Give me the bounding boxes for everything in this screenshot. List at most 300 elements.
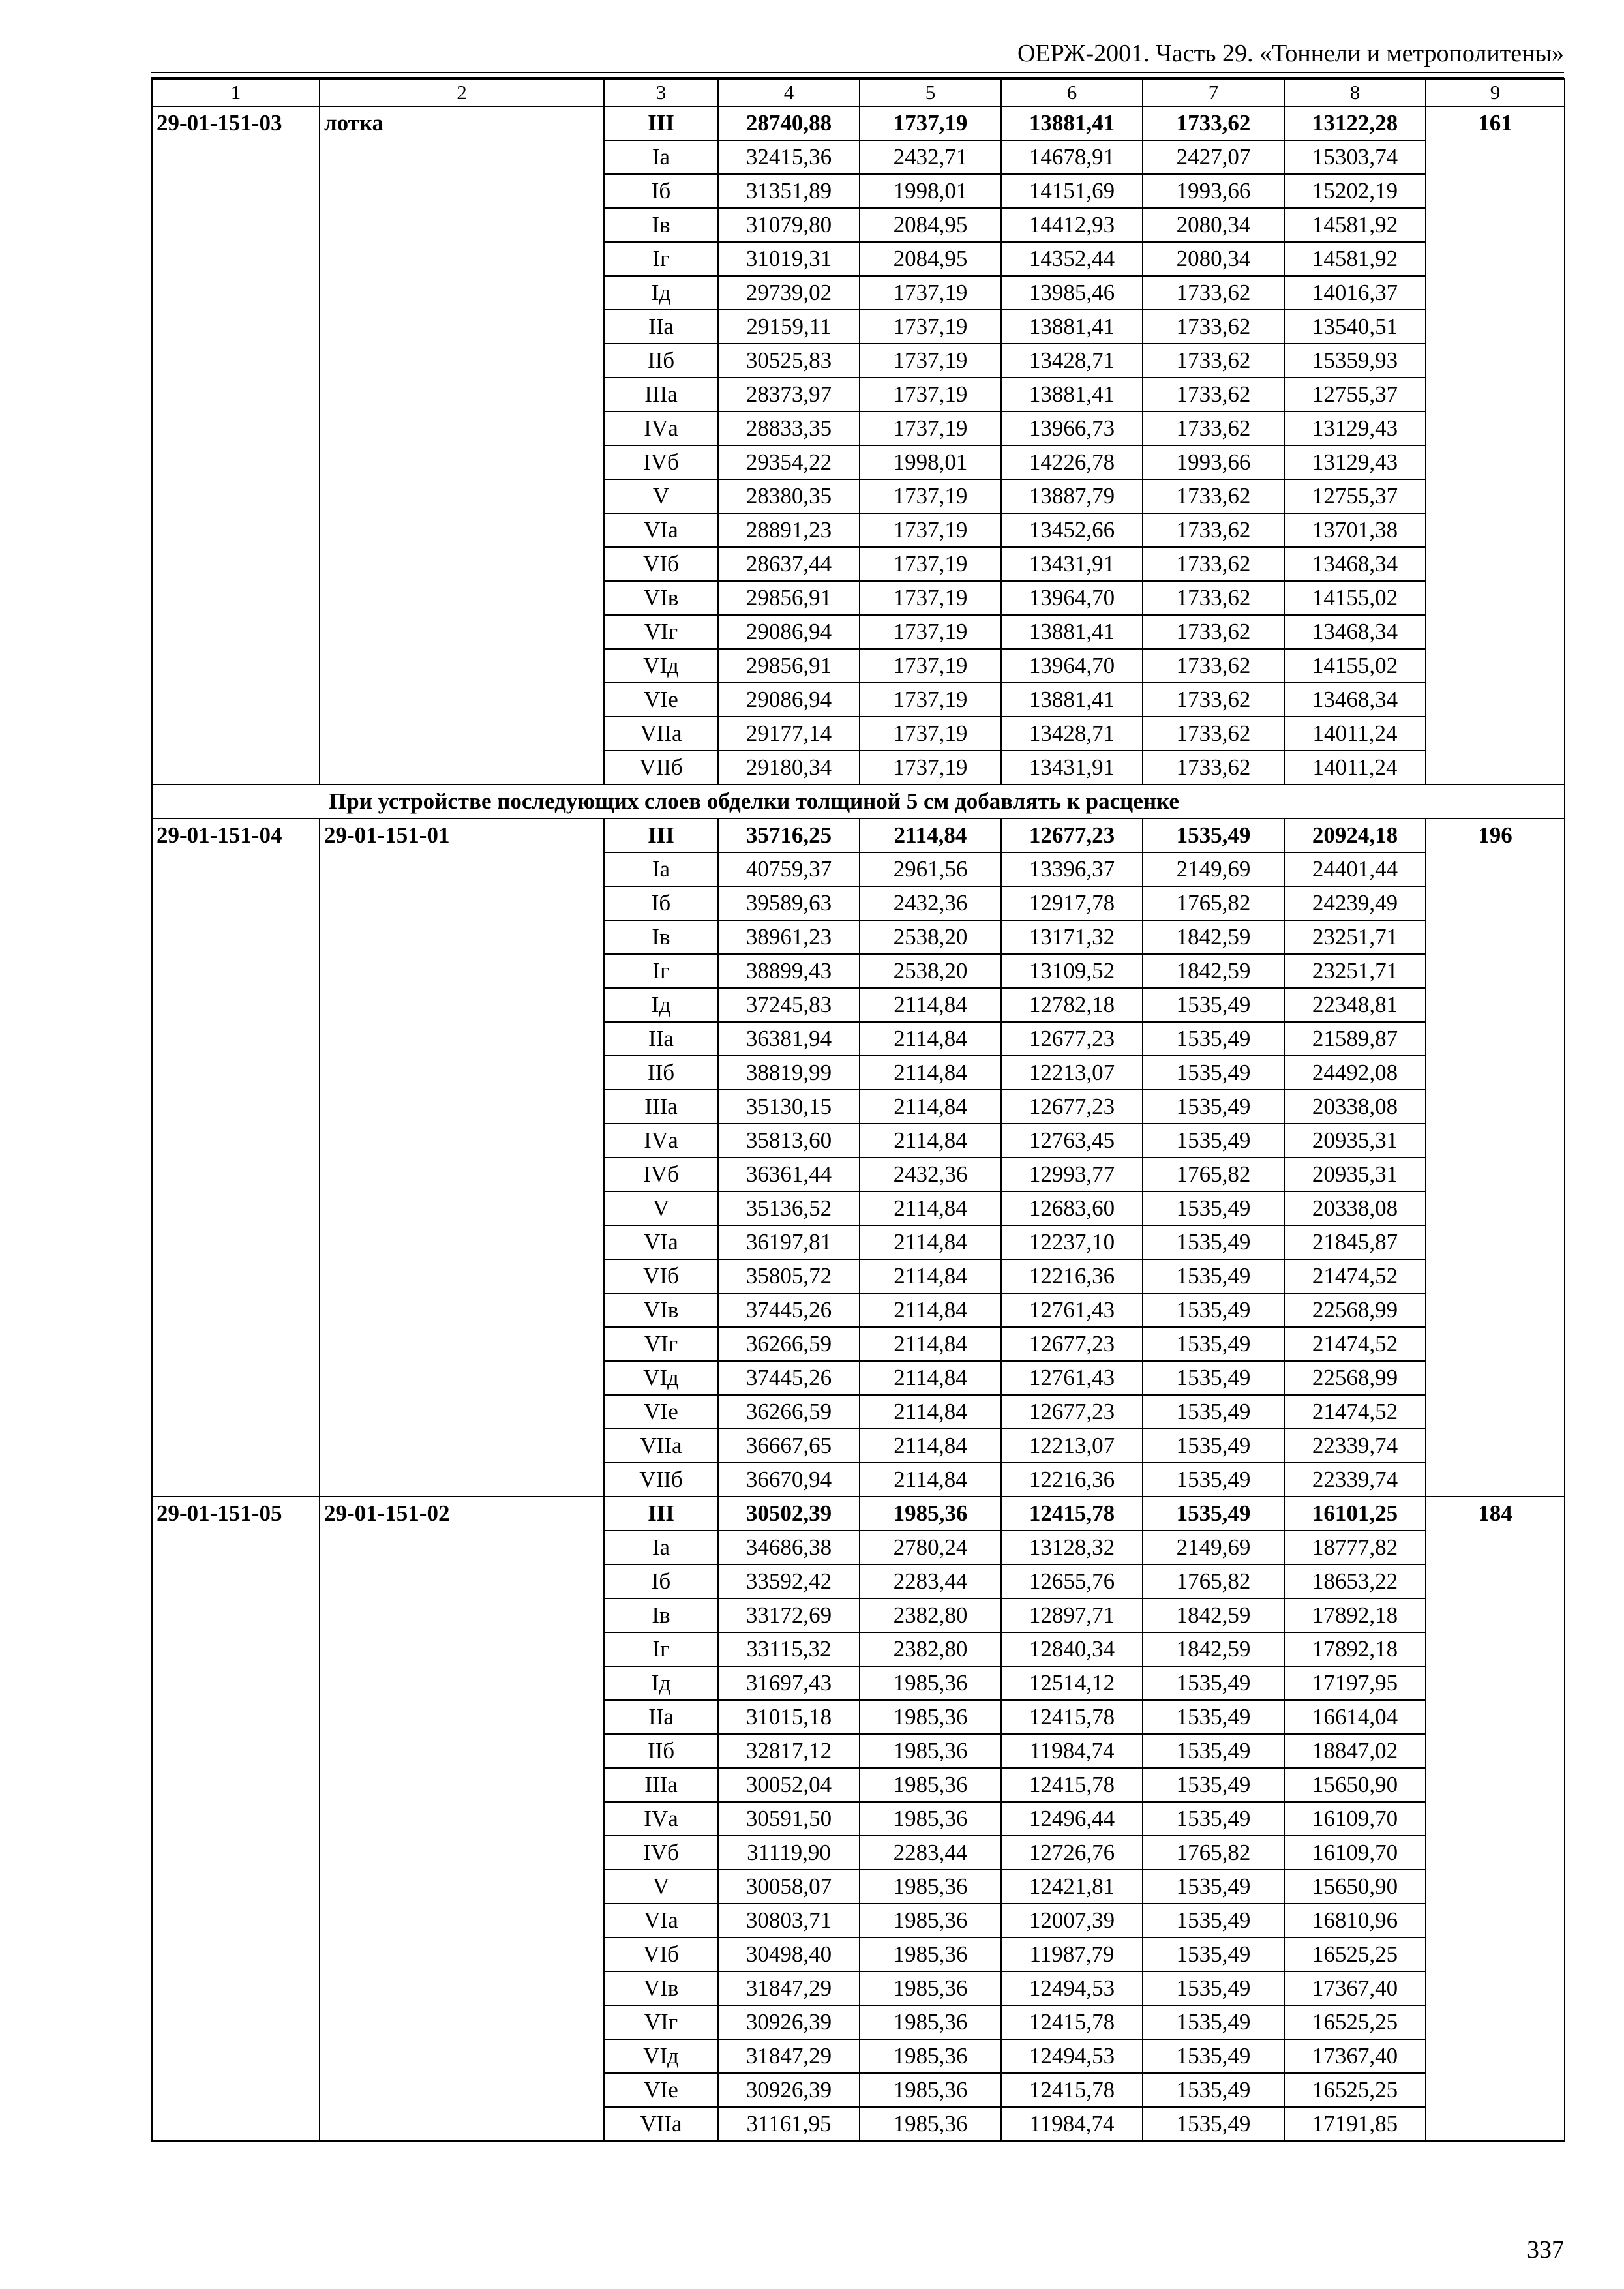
value-cell: 31079,80 [718,208,860,242]
labor-cost-cell: 196 [1426,818,1565,1497]
value-cell: 12496,44 [1001,1802,1143,1836]
value-cell: 32415,36 [718,140,860,174]
value-cell: 35813,60 [718,1124,860,1158]
region-zone-cell: VIIб [604,1463,718,1497]
region-zone-cell: VIг [604,2005,718,2039]
value-cell: 28637,44 [718,547,860,581]
region-zone-cell: VIе [604,1395,718,1429]
value-cell: 29159,11 [718,310,860,344]
region-zone-cell: IIIа [604,1768,718,1802]
region-zone-cell: VIIа [604,717,718,751]
region-zone-cell: Iв [604,920,718,954]
value-cell: 18653,22 [1284,1564,1426,1598]
value-cell: 1765,82 [1143,1836,1284,1870]
value-cell: 20935,31 [1284,1124,1426,1158]
value-cell: 2961,56 [860,852,1001,886]
rate-code: 29-01-151-03 [152,106,320,785]
value-cell: 1737,19 [860,581,1001,615]
value-cell: 2114,84 [860,1327,1001,1361]
region-zone-cell: Iа [604,1531,718,1564]
region-zone-cell: VIг [604,1327,718,1361]
column-number: 5 [860,79,1001,106]
value-cell: 12782,18 [1001,988,1143,1022]
value-cell: 1842,59 [1143,1598,1284,1632]
region-zone-cell: VIа [604,1904,718,1937]
value-cell: 1737,19 [860,717,1001,751]
region-zone-cell: VIе [604,683,718,717]
value-cell: 14151,69 [1001,174,1143,208]
value-cell: 24239,49 [1284,886,1426,920]
value-cell: 16109,70 [1284,1802,1426,1836]
value-cell: 16109,70 [1284,1836,1426,1870]
value-cell: 29180,34 [718,751,860,785]
value-cell: 31847,29 [718,2039,860,2073]
region-zone-cell: IIб [604,1056,718,1090]
value-cell: 1737,19 [860,513,1001,547]
region-zone-cell: Iг [604,1632,718,1666]
value-cell: 2114,84 [860,1022,1001,1056]
region-zone-cell: Iб [604,1564,718,1598]
region-zone-cell: VIв [604,581,718,615]
value-cell: 2382,80 [860,1598,1001,1632]
value-cell: 12761,43 [1001,1361,1143,1395]
value-cell: 1737,19 [860,547,1001,581]
value-cell: 36667,65 [718,1429,860,1463]
value-cell: 2114,84 [860,1090,1001,1124]
value-cell: 12415,78 [1001,2005,1143,2039]
value-cell: 12213,07 [1001,1056,1143,1090]
value-cell: 33172,69 [718,1598,860,1632]
value-cell: 13129,43 [1284,445,1426,479]
value-cell: 1733,62 [1143,106,1284,140]
value-cell: 35130,15 [718,1090,860,1124]
value-cell: 31015,18 [718,1700,860,1734]
region-zone-cell: IVб [604,1158,718,1191]
value-cell: 1733,62 [1143,547,1284,581]
value-cell: 1737,19 [860,615,1001,649]
value-cell: 1535,49 [1143,1802,1284,1836]
value-cell: 22348,81 [1284,988,1426,1022]
value-cell: 1535,49 [1143,1734,1284,1768]
value-cell: 12755,37 [1284,479,1426,513]
value-cell: 14412,93 [1001,208,1143,242]
region-zone-cell: IIб [604,344,718,378]
value-cell: 29856,91 [718,649,860,683]
value-cell: 12216,36 [1001,1259,1143,1293]
value-cell: 39589,63 [718,886,860,920]
value-cell: 11984,74 [1001,1734,1143,1768]
value-cell: 30926,39 [718,2005,860,2039]
page-header: ОЕРЖ-2001. Часть 29. «Тоннели и метрополитены» [1017,40,1564,67]
value-cell: 36361,44 [718,1158,860,1191]
value-cell: 1737,19 [860,276,1001,310]
value-cell: 24401,44 [1284,852,1426,886]
value-cell: 1733,62 [1143,310,1284,344]
value-cell: 16525,25 [1284,2073,1426,2107]
value-cell: 2114,84 [860,1056,1001,1090]
rate-description: 29-01-151-02 [320,1497,604,2141]
value-cell: 37445,26 [718,1361,860,1395]
region-zone-cell: VIIб [604,751,718,785]
region-zone-cell: V [604,479,718,513]
column-number: 6 [1001,79,1143,106]
value-cell: 34686,38 [718,1531,860,1564]
column-number: 1 [152,79,320,106]
value-cell: 12677,23 [1001,1395,1143,1429]
value-cell: 17367,40 [1284,2039,1426,2073]
value-cell: 1985,36 [860,1666,1001,1700]
value-cell: 36266,59 [718,1395,860,1429]
region-zone-cell: Iв [604,1598,718,1632]
value-cell: 13966,73 [1001,411,1143,445]
table-row [152,106,1565,140]
value-cell: 32817,12 [718,1734,860,1768]
value-cell: 12761,43 [1001,1293,1143,1327]
value-cell: 23251,71 [1284,920,1426,954]
value-cell: 1985,36 [860,2073,1001,2107]
region-zone-cell: VIIа [604,1429,718,1463]
value-cell: 21589,87 [1284,1022,1426,1056]
value-cell: 29086,94 [718,683,860,717]
region-zone-cell: Iг [604,242,718,276]
region-zone-cell: IVб [604,1836,718,1870]
value-cell: 13881,41 [1001,378,1143,411]
region-zone-cell: V [604,1191,718,1225]
value-cell: 1535,49 [1143,1225,1284,1259]
value-cell: 17892,18 [1284,1598,1426,1632]
value-cell: 30926,39 [718,2073,860,2107]
value-cell: 1733,62 [1143,479,1284,513]
value-cell: 1535,49 [1143,1124,1284,1158]
value-cell: 2114,84 [860,1225,1001,1259]
value-cell: 1985,36 [860,1802,1001,1836]
region-zone-cell: VIд [604,2039,718,2073]
value-cell: 28891,23 [718,513,860,547]
region-zone-cell: Iа [604,140,718,174]
value-cell: 1765,82 [1143,1158,1284,1191]
rate-description: 29-01-151-01 [320,818,604,1497]
value-cell: 16101,25 [1284,1497,1426,1531]
column-number: 4 [718,79,860,106]
value-cell: 1535,49 [1143,1056,1284,1090]
value-cell: 1535,49 [1143,988,1284,1022]
region-zone-cell: III [604,106,718,140]
value-cell: 12421,81 [1001,1870,1143,1904]
value-cell: 2538,20 [860,954,1001,988]
value-cell: 2780,24 [860,1531,1001,1564]
region-zone-cell: VIв [604,1293,718,1327]
value-cell: 18847,02 [1284,1734,1426,1768]
value-cell: 23251,71 [1284,954,1426,988]
value-cell: 1737,19 [860,649,1001,683]
value-cell: 30058,07 [718,1870,860,1904]
value-cell: 1733,62 [1143,581,1284,615]
region-zone-cell: Iб [604,174,718,208]
value-cell: 1535,49 [1143,1022,1284,1056]
region-zone-cell: VIIа [604,2107,718,2141]
value-cell: 13109,52 [1001,954,1143,988]
value-cell: 12677,23 [1001,1022,1143,1056]
value-cell: 15650,90 [1284,1870,1426,1904]
value-cell: 28380,35 [718,479,860,513]
value-cell: 29739,02 [718,276,860,310]
region-zone-cell: VIа [604,1225,718,1259]
value-cell: 38899,43 [718,954,860,988]
value-cell: 12726,76 [1001,1836,1143,1870]
header-rule-thin [151,72,1564,73]
value-cell: 13964,70 [1001,581,1143,615]
value-cell: 21474,52 [1284,1395,1426,1429]
value-cell: 1737,19 [860,411,1001,445]
value-cell: 2149,69 [1143,852,1284,886]
table-row [152,818,1565,852]
value-cell: 36197,81 [718,1225,860,1259]
value-cell: 2114,84 [860,1293,1001,1327]
value-cell: 2114,84 [860,818,1001,852]
value-cell: 1737,19 [860,683,1001,717]
column-number: 7 [1143,79,1284,106]
region-zone-cell: VIб [604,1937,718,1971]
value-cell: 13881,41 [1001,310,1143,344]
value-cell: 1535,49 [1143,1395,1284,1429]
value-cell: 1993,66 [1143,174,1284,208]
value-cell: 12494,53 [1001,1971,1143,2005]
value-cell: 2114,84 [860,1429,1001,1463]
region-zone-cell: IIIа [604,378,718,411]
region-zone-cell: IIб [604,1734,718,1768]
labor-cost-cell: 184 [1426,1497,1565,2141]
value-cell: 12677,23 [1001,1090,1143,1124]
value-cell: 29354,22 [718,445,860,479]
value-cell: 1535,49 [1143,2073,1284,2107]
region-zone-cell: IVа [604,1124,718,1158]
value-cell: 1985,36 [860,1497,1001,1531]
value-cell: 1535,49 [1143,1429,1284,1463]
region-zone-cell: IVа [604,411,718,445]
value-cell: 20935,31 [1284,1158,1426,1191]
value-cell: 1985,36 [860,2039,1001,2073]
value-cell: 16810,96 [1284,1904,1426,1937]
value-cell: 11984,74 [1001,2107,1143,2141]
value-cell: 2114,84 [860,1361,1001,1395]
column-number: 9 [1426,79,1565,106]
region-zone-cell: Iв [604,208,718,242]
value-cell: 15303,74 [1284,140,1426,174]
value-cell: 12897,71 [1001,1598,1143,1632]
region-zone-cell: VIг [604,615,718,649]
value-cell: 1737,19 [860,344,1001,378]
region-zone-cell: IIа [604,1700,718,1734]
region-zone-cell: Iг [604,954,718,988]
value-cell: 1733,62 [1143,513,1284,547]
value-cell: 2382,80 [860,1632,1001,1666]
value-cell: 1765,82 [1143,1564,1284,1598]
value-cell: 1985,36 [860,1971,1001,2005]
value-cell: 1842,59 [1143,1632,1284,1666]
value-cell: 14581,92 [1284,208,1426,242]
value-cell: 31119,90 [718,1836,860,1870]
rate-description: лотка [320,106,604,785]
value-cell: 1737,19 [860,310,1001,344]
value-cell: 36670,94 [718,1463,860,1497]
value-cell: 1535,49 [1143,1768,1284,1802]
value-cell: 16614,04 [1284,1700,1426,1734]
value-cell: 28373,97 [718,378,860,411]
value-cell: 1985,36 [860,2005,1001,2039]
region-zone-cell: VIб [604,1259,718,1293]
value-cell: 35136,52 [718,1191,860,1225]
value-cell: 2432,36 [860,1158,1001,1191]
value-cell: 1535,49 [1143,1971,1284,2005]
value-cell: 1985,36 [860,1700,1001,1734]
column-number: 2 [320,79,604,106]
value-cell: 1535,49 [1143,1870,1284,1904]
value-cell: 2114,84 [860,1395,1001,1429]
value-cell: 20338,08 [1284,1090,1426,1124]
value-cell: 35805,72 [718,1259,860,1293]
region-zone-cell: Iд [604,1666,718,1700]
value-cell: 16525,25 [1284,1937,1426,1971]
region-zone-cell: VIд [604,1361,718,1395]
value-cell: 13964,70 [1001,649,1143,683]
value-cell: 13171,32 [1001,920,1143,954]
value-cell: 31697,43 [718,1666,860,1700]
value-cell: 1535,49 [1143,1497,1284,1531]
value-cell: 30591,50 [718,1802,860,1836]
value-cell: 2283,44 [860,1564,1001,1598]
value-cell: 38819,99 [718,1056,860,1090]
value-cell: 1737,19 [860,106,1001,140]
value-cell: 1737,19 [860,751,1001,785]
value-cell: 22339,74 [1284,1429,1426,1463]
value-cell: 14226,78 [1001,445,1143,479]
value-cell: 13428,71 [1001,344,1143,378]
value-cell: 30498,40 [718,1937,860,1971]
value-cell: 14011,24 [1284,751,1426,785]
region-zone-cell: VIе [604,2073,718,2107]
value-cell: 1737,19 [860,479,1001,513]
value-cell: 28740,88 [718,106,860,140]
value-cell: 2084,95 [860,242,1001,276]
value-cell: 2114,84 [860,1191,1001,1225]
column-number: 3 [604,79,718,106]
value-cell: 35716,25 [718,818,860,852]
column-number: 8 [1284,79,1426,106]
value-cell: 13540,51 [1284,310,1426,344]
region-zone-cell: III [604,1497,718,1531]
value-cell: 2114,84 [860,1124,1001,1158]
value-cell: 1985,36 [860,2107,1001,2141]
value-cell: 12237,10 [1001,1225,1143,1259]
value-cell: 20338,08 [1284,1191,1426,1225]
value-cell: 1535,49 [1143,1327,1284,1361]
value-cell: 14155,02 [1284,581,1426,615]
region-zone-cell: III [604,818,718,852]
value-cell: 17197,95 [1284,1666,1426,1700]
value-cell: 24492,08 [1284,1056,1426,1090]
value-cell: 30052,04 [718,1768,860,1802]
value-cell: 40759,37 [718,852,860,886]
region-zone-cell: IVа [604,1802,718,1836]
value-cell: 1733,62 [1143,344,1284,378]
labor-cost-cell: 161 [1426,106,1565,785]
value-cell: 1535,49 [1143,818,1284,852]
value-cell: 36381,94 [718,1022,860,1056]
value-cell: 17892,18 [1284,1632,1426,1666]
value-cell: 1535,49 [1143,1191,1284,1225]
value-cell: 1535,49 [1143,1090,1284,1124]
value-cell: 13468,34 [1284,547,1426,581]
value-cell: 12677,23 [1001,1327,1143,1361]
value-cell: 15650,90 [1284,1768,1426,1802]
value-cell: 1535,49 [1143,1463,1284,1497]
value-cell: 17367,40 [1284,1971,1426,2005]
region-zone-cell: VIб [604,547,718,581]
value-cell: 18777,82 [1284,1531,1426,1564]
value-cell: 2114,84 [860,1463,1001,1497]
value-cell: 15202,19 [1284,174,1426,208]
value-cell: 1733,62 [1143,378,1284,411]
region-zone-cell: IIа [604,310,718,344]
value-cell: 37445,26 [718,1293,860,1327]
value-cell: 29086,94 [718,615,860,649]
value-cell: 30803,71 [718,1904,860,1937]
value-cell: 22339,74 [1284,1463,1426,1497]
value-cell: 2084,95 [860,208,1001,242]
value-cell: 12494,53 [1001,2039,1143,2073]
rate-code: 29-01-151-04 [152,818,320,1497]
value-cell: 2538,20 [860,920,1001,954]
value-cell: 29177,14 [718,717,860,751]
value-cell: 1733,62 [1143,649,1284,683]
value-cell: 1535,49 [1143,1937,1284,1971]
value-cell: 2080,34 [1143,242,1284,276]
value-cell: 12007,39 [1001,1904,1143,1937]
value-cell: 33115,32 [718,1632,860,1666]
value-cell: 1842,59 [1143,954,1284,988]
value-cell: 13128,32 [1001,1531,1143,1564]
region-zone-cell: V [604,1870,718,1904]
note-row [152,785,1565,818]
value-cell: 12216,36 [1001,1463,1143,1497]
value-cell: 1985,36 [860,1937,1001,1971]
value-cell: 2432,36 [860,886,1001,920]
value-cell: 29856,91 [718,581,860,615]
value-cell: 1535,49 [1143,1259,1284,1293]
value-cell: 1998,01 [860,445,1001,479]
value-cell: 1985,36 [860,1734,1001,1768]
value-cell: 1737,19 [860,378,1001,411]
value-cell: 1535,49 [1143,1361,1284,1395]
value-cell: 1733,62 [1143,717,1284,751]
value-cell: 36266,59 [718,1327,860,1361]
value-cell: 1733,62 [1143,683,1284,717]
value-cell: 1733,62 [1143,411,1284,445]
value-cell: 1535,49 [1143,2039,1284,2073]
value-cell: 12677,23 [1001,818,1143,852]
value-cell: 13431,91 [1001,751,1143,785]
value-cell: 21845,87 [1284,1225,1426,1259]
value-cell: 1535,49 [1143,2107,1284,2141]
value-cell: 12655,76 [1001,1564,1143,1598]
value-cell: 2114,84 [860,1259,1001,1293]
value-cell: 31161,95 [718,2107,860,2141]
value-cell: 22568,99 [1284,1361,1426,1395]
value-cell: 31351,89 [718,174,860,208]
value-cell: 13881,41 [1001,683,1143,717]
value-cell: 12415,78 [1001,1700,1143,1734]
value-cell: 13881,41 [1001,615,1143,649]
